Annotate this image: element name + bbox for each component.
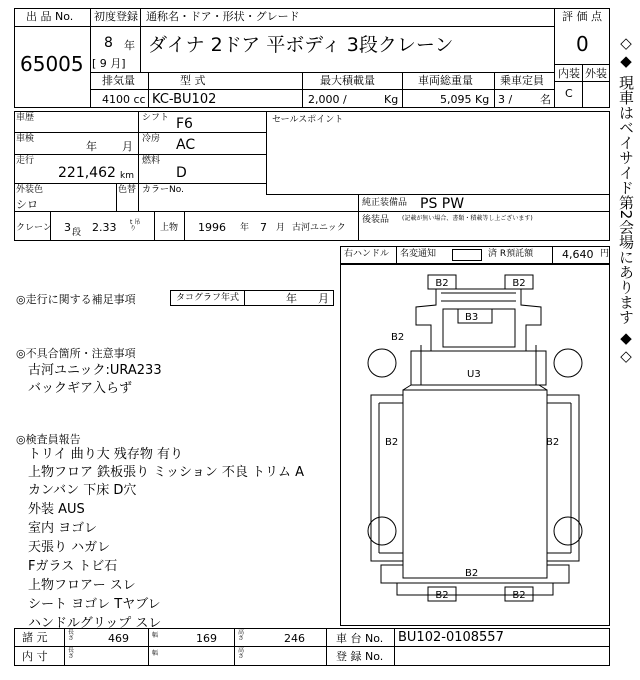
inspector-line: 室内 ヨゴレ xyxy=(28,521,98,536)
crane-stage-unit: 段 xyxy=(72,228,82,238)
equip-label: 純正装備品 xyxy=(362,198,408,208)
inspector-line: 外装 AUS xyxy=(28,502,85,517)
inspector-line: Fガラス トビ石 xyxy=(28,559,118,574)
mount-label: 上物 xyxy=(160,223,179,233)
reg-year: 8 xyxy=(104,35,113,51)
fuel-value: D xyxy=(176,165,187,181)
maxload-unit: Kg xyxy=(384,93,399,106)
interior-label: 内装 xyxy=(558,67,580,80)
inspector-line: トリイ 曲り大 残存物 有り xyxy=(28,447,184,462)
damage-mark: U3 xyxy=(467,369,481,380)
interior-grade: C xyxy=(565,87,573,100)
name-change-label: 名変通知 xyxy=(400,249,437,259)
mileage-label: 走行 xyxy=(16,156,35,166)
width-label: 幅 xyxy=(152,632,159,639)
height-value: 246 xyxy=(284,632,305,645)
width-value: 169 xyxy=(196,632,217,645)
disp-value: 4100 cc xyxy=(102,93,146,106)
aftermarket-note: (記載が無い場合、書類・積載等し上ございます) xyxy=(402,215,533,222)
capacity-value: 3 / xyxy=(498,93,513,106)
color-value: シロ xyxy=(16,198,38,211)
first-reg-label: 初度登録 xyxy=(94,10,138,23)
history-label: 車歴 xyxy=(16,113,35,123)
name-label: 通称名・ドア・形状・グレード xyxy=(146,10,300,23)
mileage-value: 221,462 xyxy=(58,165,116,181)
crane-month-unit: 月 xyxy=(276,223,286,233)
height-label: 高さ xyxy=(238,629,245,642)
location-banner: ◇◆ 現車はベイサイド第2会場にあります ◆◇ xyxy=(617,34,635,366)
recycle-value: 4,640 xyxy=(562,248,594,261)
running-notes-label: ◎走行に関する補足事項 xyxy=(16,293,136,306)
inspector-line: ハンドルグリップ スレ xyxy=(28,616,162,631)
inspector-line: カンバン 下床 D穴 xyxy=(28,483,137,498)
damage-mark: B2 xyxy=(435,278,449,289)
crane-ton-unit: t 吊り xyxy=(130,219,141,232)
damage-mark: B2 xyxy=(546,437,560,448)
defect-line: 古河ユニック:URA233 xyxy=(28,363,162,378)
mileage-unit: km xyxy=(120,171,134,181)
interior-dims-label: 内 寸 xyxy=(22,650,48,663)
disp-label: 排気量 xyxy=(102,74,135,87)
lot-label: 出 品 No. xyxy=(26,10,74,23)
damage-mark: B3 xyxy=(465,312,479,323)
interior-width-label: 幅 xyxy=(152,650,159,657)
specs-label: 諸 元 xyxy=(22,631,48,644)
damage-mark: B2 xyxy=(465,568,479,579)
crane-maker: 古河ユニック xyxy=(292,223,346,233)
reg-no-label: 登 録 No. xyxy=(336,650,384,663)
capacity-unit: 名 xyxy=(540,93,551,106)
inspector-line: 天張り ハガレ xyxy=(28,540,111,555)
damage-mark: B2 xyxy=(385,437,399,448)
tacho-year: 年 xyxy=(286,292,297,305)
crane-label: クレーン xyxy=(16,223,52,233)
interior-length-label: 長さ xyxy=(68,647,75,660)
chassis-label: 車 台 No. xyxy=(336,632,384,645)
shift-label: シフト xyxy=(142,113,170,123)
capacity-label: 乗車定員 xyxy=(500,74,544,87)
inspector-line: 上物フロアー スレ xyxy=(28,578,136,593)
handle-side: 右ハンドル xyxy=(344,249,390,259)
length-label: 長さ xyxy=(68,629,75,642)
car-name: ダイナ 2ドア 平ボディ 3段クレーン xyxy=(148,34,454,56)
color-change-label: 色替 xyxy=(118,185,137,195)
grade-label: 評 価 点 xyxy=(562,10,602,23)
damage-mark: B2 xyxy=(391,332,405,343)
recycle-unit: 円 xyxy=(600,249,610,259)
crane-year-unit: 年 xyxy=(240,223,250,233)
reg-month: [ 9 月] xyxy=(92,57,126,70)
fuel-label: 燃料 xyxy=(142,156,161,166)
crane-month: 7 xyxy=(260,221,267,234)
ac-label: 冷房 xyxy=(142,134,161,144)
gross-value: 5,095 Kg xyxy=(440,93,490,106)
gross-label: 車両総重量 xyxy=(418,74,473,87)
color-label: 外装色 xyxy=(16,185,44,195)
defect-label: ◎不具合箇所・注意事項 xyxy=(16,347,136,360)
inspection-label: 車検 xyxy=(16,134,35,144)
crane-year: 1996 xyxy=(198,221,226,234)
damage-mark: B2 xyxy=(512,278,526,289)
maxload-value: 2,000 / xyxy=(308,93,347,106)
color-no-label: カラーNo. xyxy=(142,185,184,195)
aftermarket-label: 後装品 xyxy=(362,215,390,225)
lot-number: 65005 xyxy=(20,52,84,76)
footer-frame xyxy=(14,628,610,666)
grade-value: 0 xyxy=(576,32,589,56)
damage-diagram xyxy=(340,264,610,626)
damage-mark: B2 xyxy=(435,590,449,601)
ac-value: AC xyxy=(176,137,196,153)
damage-mark: B2 xyxy=(512,590,526,601)
selling-label: セールスポイント xyxy=(272,115,344,125)
interior-height-label: 高さ xyxy=(238,647,245,660)
inspection-year: 年 xyxy=(86,140,97,153)
tacho-label: タコグラフ年式 xyxy=(176,293,240,303)
model-label: 型 式 xyxy=(180,74,206,87)
model-value: KC-BU102 xyxy=(152,92,217,107)
maxload-label: 最大積載量 xyxy=(320,74,375,87)
crane-stages: 3 xyxy=(64,221,71,234)
length-value: 469 xyxy=(108,632,129,645)
chassis-value: BU102-0108557 xyxy=(398,630,504,645)
inspector-label: ◎検査員報告 xyxy=(16,433,81,446)
recycle-label: 済 R預託額 xyxy=(488,249,534,259)
exterior-label: 外装 xyxy=(585,67,607,80)
tacho-month: 月 xyxy=(318,292,329,305)
inspector-line: シート ヨゴレ Tヤブレ xyxy=(28,597,161,612)
reg-year-unit: 年 xyxy=(124,39,135,52)
inspector-line: 上物フロア 鉄板張り ミッション 不良 トリム A xyxy=(28,465,305,480)
crane-tonnage: 2.33 xyxy=(92,221,117,234)
defect-line: バックギア入らず xyxy=(28,381,133,396)
inspection-month: 月 xyxy=(122,140,133,153)
shift-value: F6 xyxy=(176,116,193,132)
equip-value: PS PW xyxy=(420,196,465,212)
